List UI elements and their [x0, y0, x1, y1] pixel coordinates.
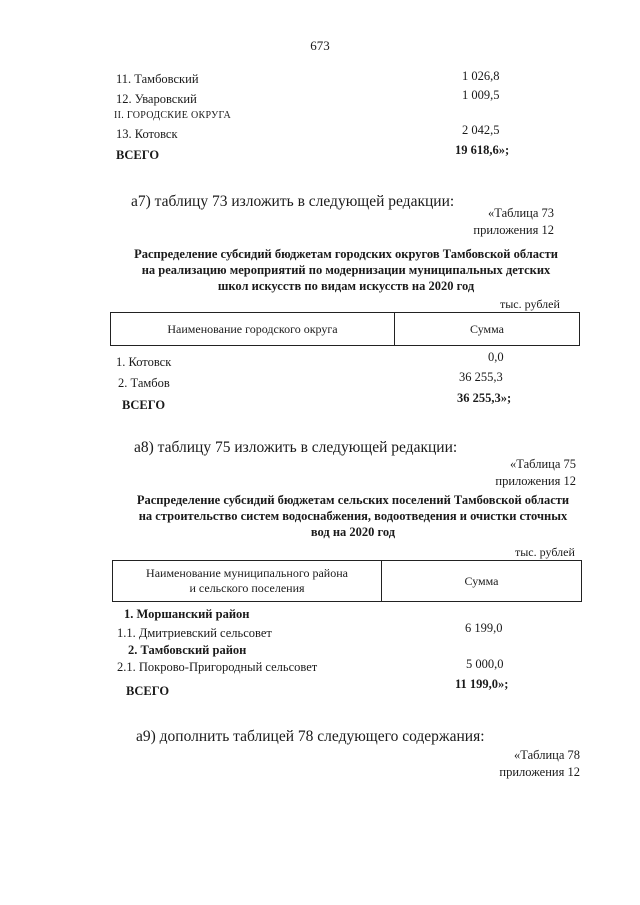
column-header-district-settlement — [113, 561, 382, 602]
group-heading-morshansk: 1. Моршанский район — [124, 607, 250, 621]
table-header-73 — [110, 312, 580, 346]
row-name-dmitrievskiy: 1.1. Дмитриевский сельсовет — [117, 626, 272, 640]
units-label: тыс. рублей — [515, 545, 575, 559]
row-name-tambovskiy: 11. Тамбовский — [116, 72, 199, 86]
row-name-kotovsk: 1. Котовск — [116, 355, 172, 369]
header-line: Наименование муниципального района — [146, 566, 348, 580]
row-name-tambov: 2. Тамбов — [118, 376, 170, 390]
table-reference-78 — [499, 747, 580, 781]
total-value: 11 199,0»; — [455, 677, 509, 691]
table-number-75: «Таблица 75 — [510, 457, 576, 471]
row-value-tambov: 36 255,3 — [459, 370, 503, 384]
title-line: школ искусств по видам искусств на 2020 год — [217, 279, 475, 293]
units-label: тыс. рублей — [500, 297, 560, 311]
row-value-kotovsk: 2 042,5 — [462, 123, 500, 137]
total-value: 36 255,3»; — [457, 391, 512, 405]
table-number-73: «Таблица 73 — [488, 206, 554, 220]
column-header-sum: Сумма — [395, 313, 580, 346]
table-number-78: «Таблица 78 — [514, 748, 580, 762]
title-line: вод на 2020 год — [310, 525, 396, 539]
row-name-kotovsk: 13. Котовск — [116, 127, 178, 141]
row-name-pokrovo-prigorodny: 2.1. Покрово-Пригородный сельсовет — [117, 660, 318, 674]
row-value-dmitrievskiy: 6 199,0 — [465, 621, 503, 635]
header-line: и сельского поселения — [189, 581, 305, 595]
table-title-73 — [108, 246, 584, 294]
row-value-kotovsk: 0,0 — [488, 350, 504, 364]
title-line: на реализацию мероприятий по модернизации муниципальных детских — [141, 263, 551, 277]
table-reference-73 — [473, 205, 554, 239]
page-number: 673 — [310, 38, 330, 53]
table-header-75 — [112, 560, 582, 602]
amendment-paragraph-a9: а9) дополнить таблицей 78 следующего содержания: — [136, 728, 485, 745]
row-name-uvarovskiy: 12. Уваровский — [116, 92, 197, 106]
total-label: ВСЕГО — [116, 148, 160, 162]
row-value-pokrovo-prigorodny: 5 000,0 — [466, 657, 504, 671]
column-header-district: Наименование городского округа — [111, 313, 395, 346]
title-line: на строительство систем водоснабжения, водоотведения и очистки сточных — [138, 509, 568, 523]
total-label: ВСЕГО — [126, 684, 170, 698]
table-reference-75 — [495, 456, 576, 490]
title-line: Распределение субсидий бюджетам сельских поселений Тамбовской области — [136, 493, 570, 507]
row-value-tambovskiy: 1 026,8 — [462, 69, 500, 83]
appendix-reference: приложения 12 — [473, 223, 554, 237]
total-value: 19 618,6»; — [455, 143, 510, 157]
row-value-uvarovskiy: 1 009,5 — [462, 88, 500, 102]
column-header-sum: Сумма — [382, 561, 582, 602]
amendment-paragraph-a7: а7) таблицу 73 изложить в следующей редакции: — [131, 193, 455, 210]
section-heading-city-districts: II. ГОРОДСКИЕ ОКРУГА — [114, 110, 232, 121]
group-heading-tambov-district: 2. Тамбовский район — [128, 643, 247, 657]
amendment-paragraph-a8: а8) таблицу 75 изложить в следующей редакции: — [134, 439, 458, 456]
title-line: Распределение субсидий бюджетам городских округов Тамбовской области — [134, 247, 558, 261]
appendix-reference: приложения 12 — [495, 474, 576, 488]
table-title-75 — [108, 492, 598, 540]
appendix-reference: приложения 12 — [499, 765, 580, 779]
total-label: ВСЕГО — [122, 398, 166, 412]
